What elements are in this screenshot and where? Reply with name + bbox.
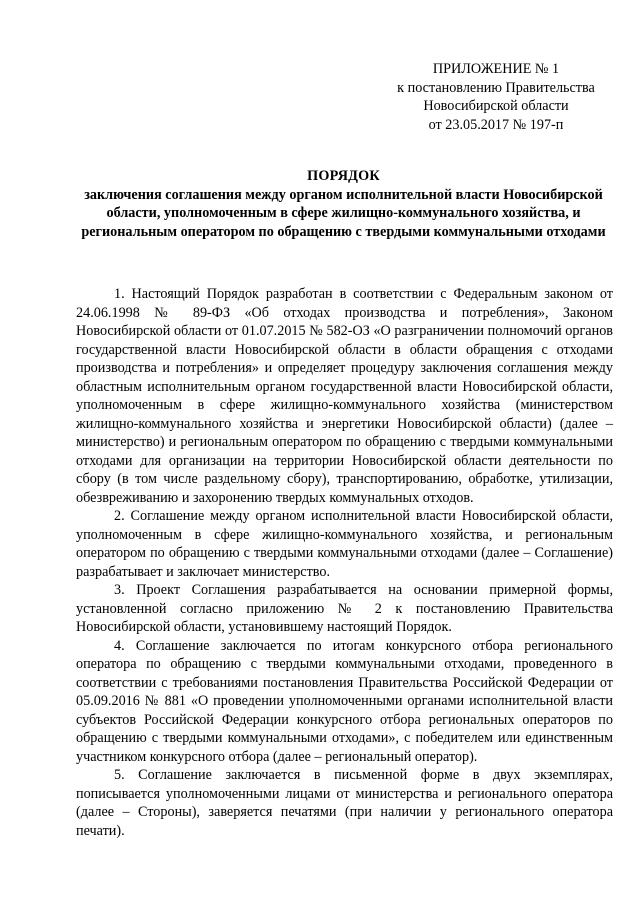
paragraph-4: 4. Соглашение заключается по итогам конкурсного отбора регионального оператора по обращению с твердыми коммунальными отходами, проведенного в соответствии с требованиями постановления Правительства Российской Федерации от 05.09.2016 № 881 «О проведении уполномоченными органами исполнительной власти субъектов Российской Федерации конкурсного отбора региональных операторов по обращению с твердыми коммунальными отходами», с победителем или единственным участником конкурсного отбора (далее – региональный оператор). — [76, 637, 613, 765]
appendix-header — [385, 60, 607, 134]
document-subtitle: заключения соглашения между органом исполнительной власти Новосибирской области, уполномоченным в сфере жилищно-коммунального хозяйства, и региональным оператором по обращению с твердыми коммунальными отходами — [81, 186, 606, 240]
paragraph-5: 5. Соглашение заключается в письменной форме в двух экземплярах, пописывается уполномоченными лицами от министерства и регионального оператора (далее – Стороны), заверяется печатями (при наличии у регионального оператора печати). — [76, 767, 613, 839]
appendix-date-number: от 23.05.2017 № 197-п — [428, 116, 564, 133]
paragraph-3: 3. Проект Соглашения разрабатывается на основании примерной формы, установленной согласно приложению № 2 к постановлению Правительства Новосибирской области, установившему настоящий Порядок. — [76, 582, 613, 635]
document-heading — [76, 167, 611, 241]
appendix-resolution-ref: к постановлению Правительства — [397, 79, 595, 96]
document-body — [76, 285, 613, 840]
appendix-region: Новосибирской области — [423, 98, 569, 114]
paragraph-2: 2. Соглашение между органом исполнительной власти Новосибирской области, уполномоченным в сфере жилищно-коммунального хозяйства, и региональным оператором по обращению с твердыми коммунальными отходами (далее – Соглашение) разрабатывает и заключает министерство. — [76, 508, 613, 580]
appendix-number: ПРИЛОЖЕНИЕ № 1 — [432, 61, 560, 77]
paragraph-1: 1. Настоящий Порядок разработан в соответствии с Федеральным законом от 24.06.1998 № 89-ФЗ «Об отходах производства и потребления», Законом Новосибирской области от 01.07.2015 № 582-ОЗ «О разграничении полномочий органов государственной власти Новосибирской области в области обращения с отходами производства и потребления» и определяет процедуру заключения соглашения между областным исполнительным органом государственной власти Новосибирской области, уполномоченным в сфере жилищно-коммунального хозяйства (министерством жилищно-коммунального хозяйства и энергетики Новосибирской области) (далее – министерство) и региональным оператором по обращению с твердыми коммунальными отходами для организации на территории Новосибирской области деятельности по сбору (в том числе раздельному сбору), транспортированию, обработке, утилизации, обезвреживанию и захоронению твердых коммунальных отходов. — [76, 286, 613, 506]
document-title: ПОРЯДОК — [307, 168, 380, 184]
